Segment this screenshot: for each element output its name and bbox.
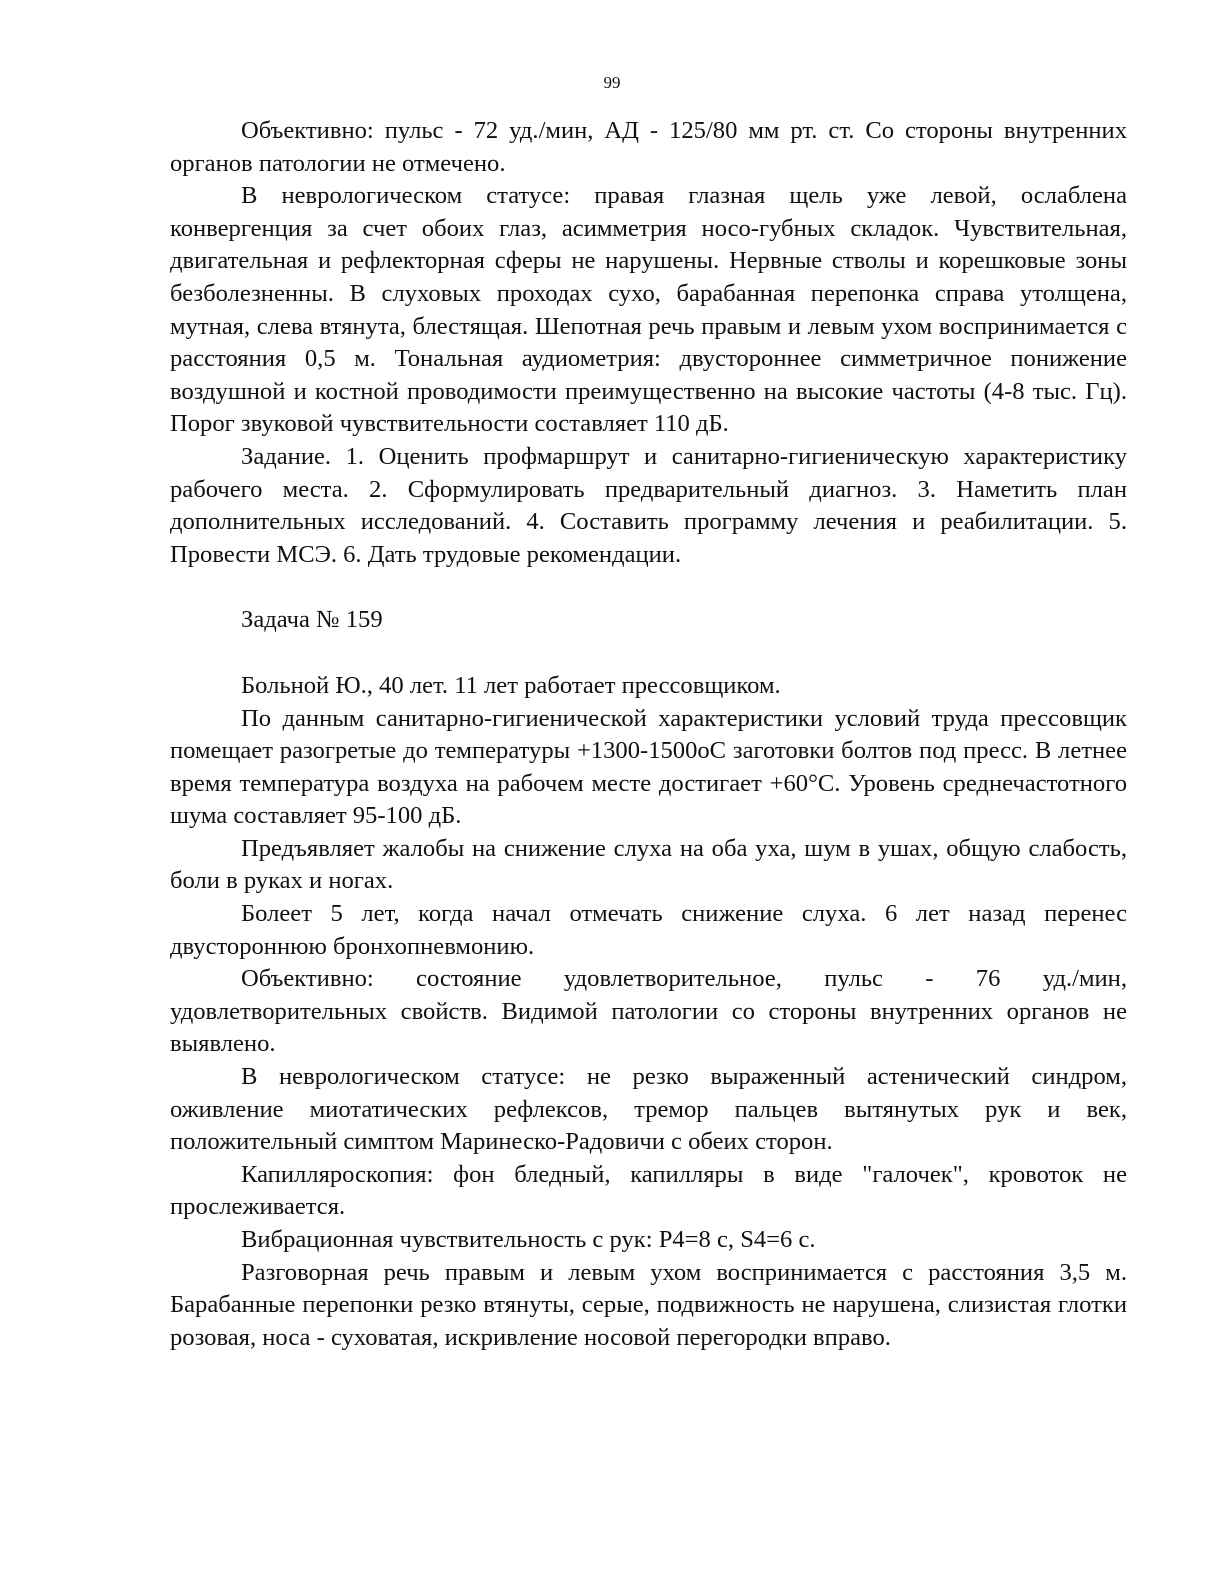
- document-body: [170, 115, 1127, 1354]
- paragraph-objective-1: Объективно: пульс - 72 уд./мин, АД - 125/80 мм рт. ст. Со стороны внутренних органов патологии не отмечено.: [170, 117, 1127, 177]
- spacer: [170, 637, 1127, 670]
- paragraph-vibration: Вибрационная чувствительность с рук: Р4=8 с, S4=6 с.: [241, 1226, 816, 1253]
- paragraph-work-conditions: По данным санитарно-гигиенической характеристики условий труда прессовщик помещает разогретые до температуры +1300-1500оС заготовки болтов под пресс. В летнее время температура воздуха на рабочем месте достигает +60°С. Уровень среднечастотного шума составляет 95-100 дБ.: [170, 704, 1127, 830]
- patient-line: Больной Ю., 40 лет. 11 лет работает прессовщиком.: [241, 671, 781, 699]
- paragraph-neuro-status-1: В неврологическом статусе: правая глазная щель уже левой, ослаблена конвергенция за счет обоих глаз, асимметрия носо-губных складок. Чувствительная, двигательная и рефлекторная сферы не нарушены. Нервные стволы и корешковые зоны безболезненны. В слуховых проходах сухо, барабанная перепонка справа утолщена, мутная, слева втянута, блестящая. Шепотная речь правым и левым ухом воспринимается с расстояния 0,5 м. Тональная аудиометрия: двустороннее симметричное понижение воздушной и костной проводимости преимущественно на высокие частоты (4-8 тыс. Гц). Порог звуковой чувствительности составляет 110 дБ.: [170, 182, 1127, 438]
- paragraph-complaints: Предъявляет жалобы на снижение слуха на оба уха, шум в ушах, общую слабость, боли в руках и ногах.: [170, 834, 1127, 895]
- paragraph-assignment: Задание. 1. Оценить профмаршрут и санитарно-гигиеническую характеристику рабочего места. 2. Сформулировать предварительный диагноз. 3. Наметить план дополнительных исследований. 4. Составить программу лечения и реабилитации. 5. Провести МСЭ. 6. Дать трудовые рекомендации.: [170, 442, 1127, 568]
- paragraph-capillaroscopy: Капилляроскопия: фон бледный, капилляры в виде "галочек", кровоток не прослеживается.: [170, 1160, 1127, 1221]
- page-number: 99: [603, 73, 621, 92]
- paragraph-neuro-status-2: В неврологическом статусе: не резко выраженный астенический синдром, оживление миотатических рефлексов, тремор пальцев вытянутых рук и век, положительный симптом Маринеско-Радовичи с обеих сторон.: [170, 1063, 1127, 1156]
- paragraph-hearing: Разговорная речь правым и левым ухом воспринимается с расстояния 3,5 м. Барабанные перепонки резко втянуты, серые, подвижность не нарушена, слизистая глотки розовая, носа - суховатая, искривление носовой перегородки вправо.: [170, 1258, 1127, 1351]
- task-heading: Задача № 159: [241, 606, 383, 634]
- paragraph-objective-2: Объективно: состояние удовлетворительное, пульс - 76 уд./мин, удовлетворительных свойств. Видимой патологии со стороны внутренних органов не выявлено.: [170, 965, 1127, 1058]
- paragraph-history: Болеет 5 лет, когда начал отмечать снижение слуха. 6 лет назад перенес двустороннюю бронхопневмонию.: [170, 900, 1127, 960]
- spacer: [170, 571, 1127, 604]
